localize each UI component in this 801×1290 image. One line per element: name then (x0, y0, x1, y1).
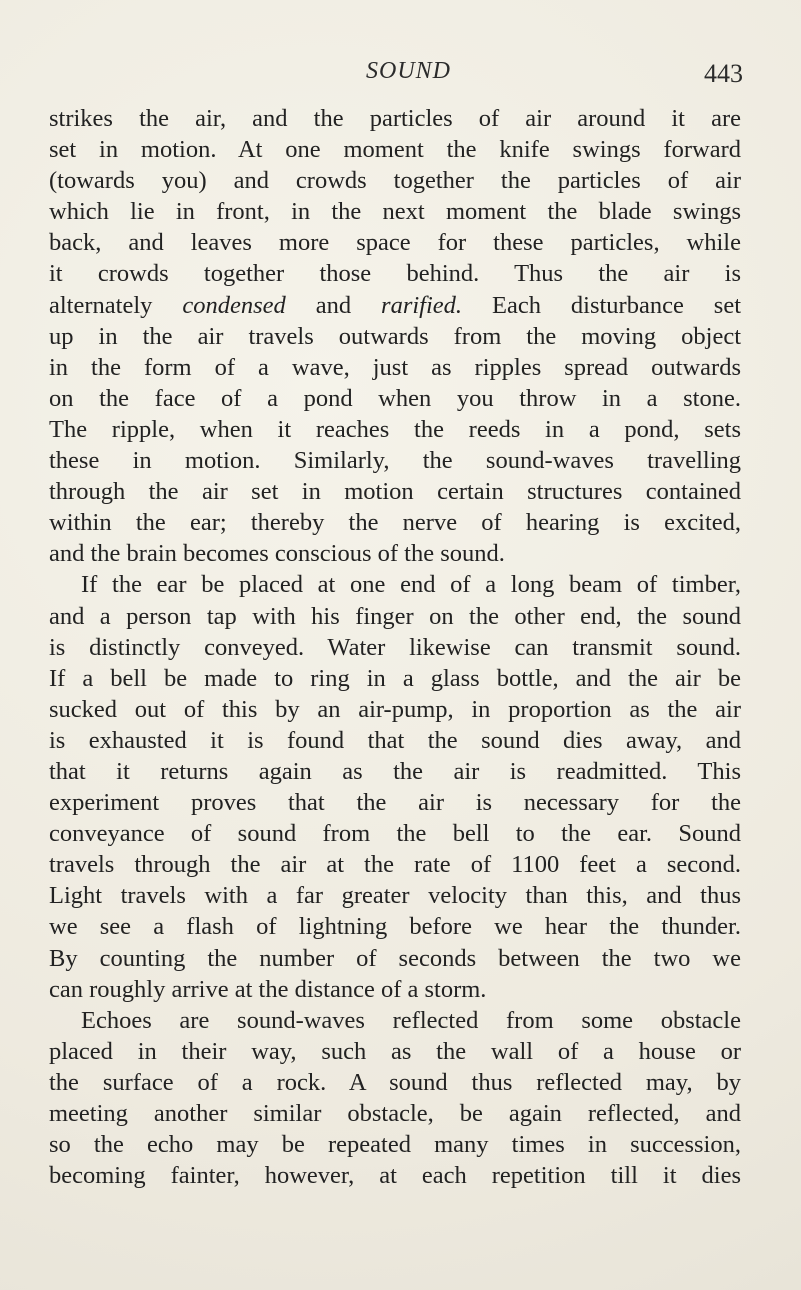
text-line: is distinctly conveyed. Water likewise can transmit sound. (49, 633, 741, 661)
text-line: it crowds together those behind. Thus the air is (49, 260, 741, 288)
text-line: these in motion. Similarly, the sound-waves travelling (49, 447, 741, 475)
text-line: If the ear be placed at one end of a long beam of timber, (81, 571, 741, 599)
text-line: experiment proves that the air is necessary for the (49, 789, 741, 817)
body-text (49, 103, 741, 1191)
text-line: meeting another similar obstacle, be again reflected, and (49, 1100, 741, 1127)
text-line: placed in their way, such as the wall of a house or (49, 1037, 741, 1065)
text-line: strikes the air, and the particles of air around it are (49, 105, 741, 132)
italic-term: condensed (182, 291, 286, 319)
text-line: If a bell be made to ring in a glass bottle, and the air be (49, 664, 741, 692)
text-segment: Each disturbance set (462, 291, 742, 319)
text-line: By counting the number of seconds between the two we (49, 944, 741, 972)
text-line: (towards you) and crowds together the particles of air (49, 167, 741, 195)
page-header (0, 58, 801, 94)
text-line: the surface of a rock. A sound thus reflected may, by (49, 1068, 741, 1096)
text-line: through the air set in motion certain structures contained (49, 478, 741, 506)
running-head: SOUND (366, 58, 452, 84)
text-segment: alternately (49, 291, 183, 319)
text-line: on the face of a pond when you throw in a stone. (49, 384, 741, 412)
text-line: Echoes are sound-waves reflected from some obstacle (81, 1006, 741, 1034)
text-line: so the echo may be repeated many times in succession, (49, 1131, 741, 1159)
text-line (49, 290, 741, 321)
text-line: we see a flash of lightning before we hear the thunder. (49, 913, 741, 941)
text-line: is exhausted it is found that the sound dies away, and (49, 726, 741, 754)
text-line: and a person tap with his finger on the other end, the sound (49, 602, 741, 630)
text-line: The ripple, when it reaches the reeds in a pond, sets (49, 415, 741, 443)
text-line: back, and leaves more space for these particles, while (49, 229, 741, 257)
text-line: which lie in front, in the next moment the blade swings (49, 198, 741, 226)
text-line: up in the air travels outwards from the moving object (49, 322, 741, 350)
text-segment: and (285, 291, 382, 319)
text-line: Light travels with a far greater velocity than this, and thus (49, 882, 741, 910)
text-line: travels through the air at the rate of 1100 feet a second. (49, 851, 741, 879)
text-line: and the brain becomes conscious of the sound. (49, 540, 505, 568)
text-line: in the form of a wave, just as ripples spread outwards (49, 353, 741, 381)
italic-term: rarified. (381, 291, 463, 319)
text-line: becoming fainter, however, at each repetition till it dies (49, 1162, 741, 1190)
text-line: within the ear; thereby the nerve of hearing is excited, (49, 509, 741, 537)
text-line: that it returns again as the air is readmitted. This (49, 757, 741, 785)
text-line: sucked out of this by an air-pump, in proportion as the air (49, 695, 741, 723)
text-line: conveyance of sound from the bell to the ear. Sound (49, 820, 741, 848)
text-line: can roughly arrive at the distance of a storm. (49, 975, 487, 1003)
text-line: set in motion. At one moment the knife swings forward (49, 136, 741, 164)
page-number: 443 (704, 59, 743, 88)
